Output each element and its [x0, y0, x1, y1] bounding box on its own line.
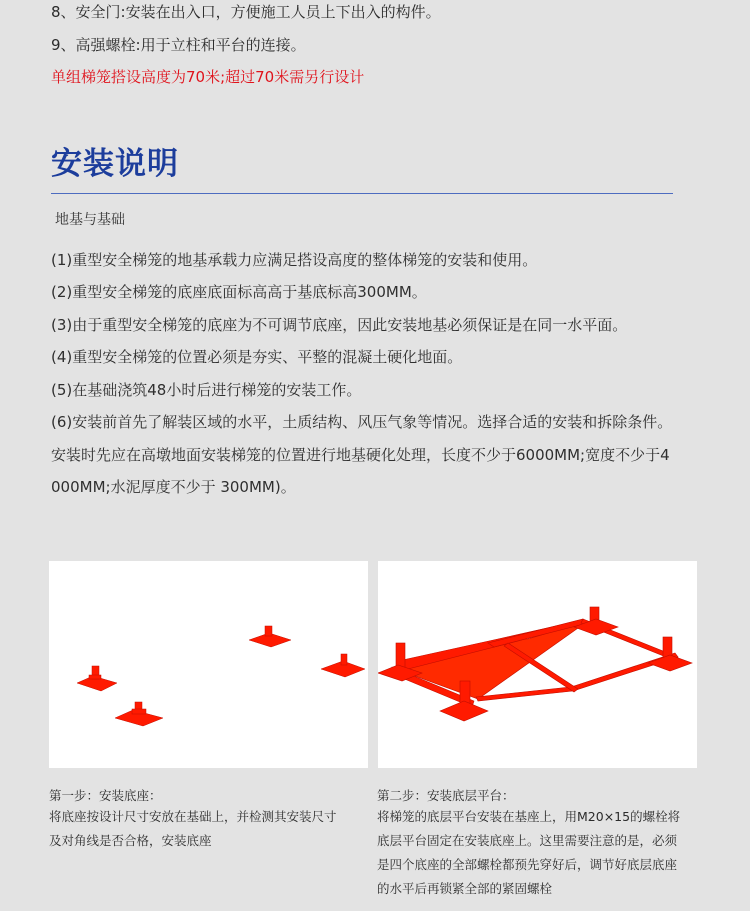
step2-text-line: 是四个底座的全部螺栓都预先穿好后，调节好底层底座	[377, 857, 678, 872]
base-plate	[321, 654, 365, 677]
instruction-line: (1)重型安全梯笼的地基承载力应满足搭设高度的整体梯笼的安装和使用。	[51, 251, 538, 269]
instruction-line: (3)由于重型安全梯笼的底座为不可调节底座，因此安装地基必须保证是在同一水平面。	[51, 316, 628, 334]
step2-text-line: 将梯笼的底层平台安装在基座上，用M20×15的螺栓将	[377, 809, 681, 824]
instruction-line: (4)重型安全梯笼的位置必须是夯实、平整的混凝土硬化地面。	[51, 348, 463, 366]
step1-text-line: 及对角线是否合格，安装底座	[49, 833, 212, 848]
section-subtitle: 地基与基础	[55, 212, 125, 228]
bottom-platform-drawing	[378, 561, 697, 768]
step2-illustration	[378, 561, 697, 768]
spec-item-9: 9、高强螺栓:用于立柱和平台的连接。	[51, 36, 306, 54]
base-plate	[115, 702, 163, 726]
base-plates-drawing	[49, 561, 368, 768]
step2-heading: 第二步：安装底层平台：	[377, 788, 515, 803]
base-plate	[249, 626, 291, 647]
step1-illustration	[49, 561, 368, 768]
section-title: 安装说明	[51, 146, 179, 182]
height-warning: 单组梯笼搭设高度为70米;超过70米需另行设计	[51, 68, 365, 86]
instruction-line: (6)安装前首先了解装区域的水平，土质结构、风压气象等情况。选择合适的安装和拆除条件。	[51, 413, 673, 431]
step1-text-line: 将底座按设计尺寸安放在基础上，并检测其安装尺寸	[49, 809, 337, 824]
instruction-line: (2)重型安全梯笼的底座底面标高高于基底标高300MM。	[51, 283, 427, 301]
step1-heading: 第一步：安装底座：	[49, 788, 162, 803]
step2-text-line: 底层平台固定在安装底座上。这里需要注意的是，必须	[377, 833, 678, 848]
title-divider	[51, 193, 673, 194]
spec-item-8: 8、安全门:安装在出入口，方便施工人员上下出入的构件。	[51, 3, 441, 21]
step2-text-line: 的水平后再锁紧全部的紧固螺栓	[377, 881, 553, 896]
instruction-line: (5)在基础浇筑48小时后进行梯笼的安装工作。	[51, 381, 362, 399]
instruction-line: 000MM;水泥厚度不少于 300MM)。	[51, 478, 296, 496]
instruction-line: 安装时先应在高墩地面安装梯笼的位置进行地基硬化处理，长度不少于6000MM;宽度不少于4	[51, 446, 670, 464]
base-plate	[77, 666, 117, 691]
